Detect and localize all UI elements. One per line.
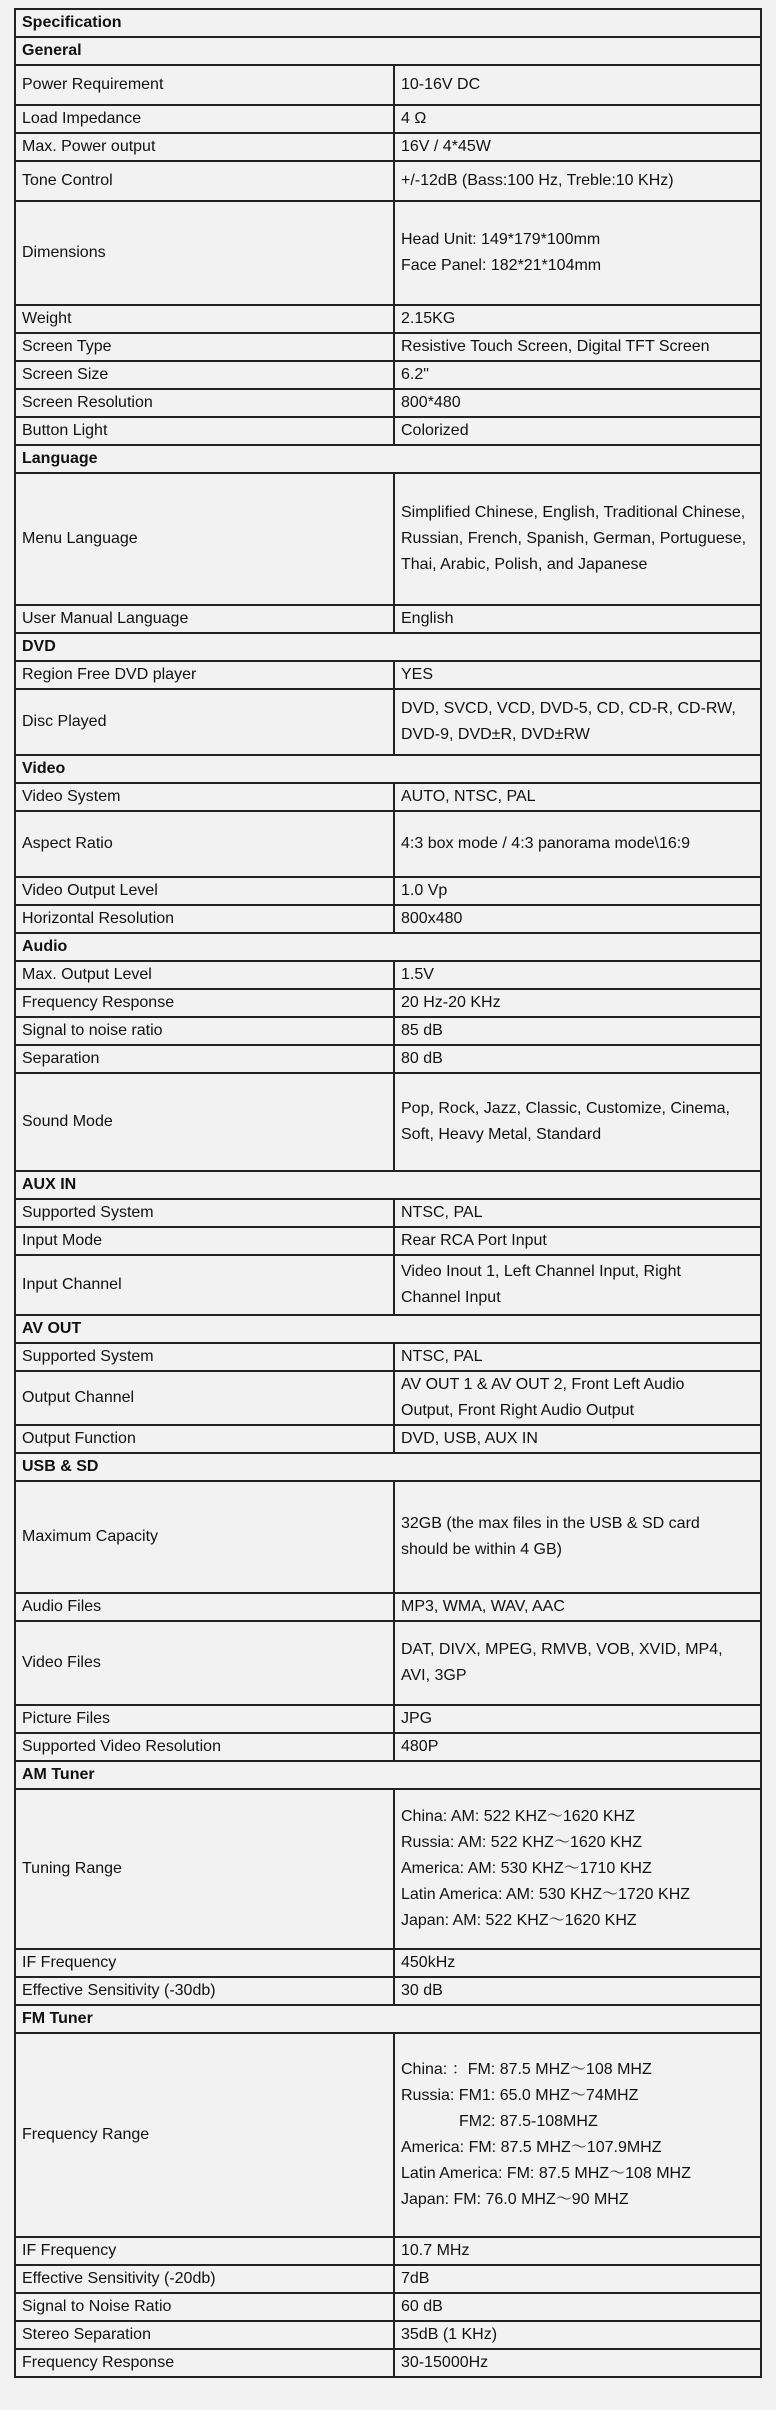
spec-value (394, 783, 761, 811)
spec-value-line: Russia: FM1: 65.0 MHZ～74MHZ (401, 2087, 639, 2104)
spec-value-line: China: ：FM: 87.5 MHZ～108 MHZ (401, 2061, 652, 2078)
table-row (15, 811, 761, 877)
section-header-row (15, 633, 761, 661)
spec-value-line: Face Panel: 182*21*104mm (401, 257, 602, 274)
spec-value-line: Russian, French, Spanish, German, Portuguese, (401, 530, 747, 547)
spec-value (394, 1481, 761, 1593)
table-row (15, 1481, 761, 1593)
section-header: General (15, 37, 761, 65)
spec-value (394, 133, 761, 161)
spec-label: Dimensions (15, 201, 394, 305)
spec-value-line: English (401, 610, 454, 627)
table-row (15, 1425, 761, 1453)
table-row (15, 2293, 761, 2321)
table-row (15, 661, 761, 689)
spec-value-line: 60 dB (401, 2298, 443, 2315)
spec-value-line: Japan: AM: 522 KHZ～1620 KHZ (401, 1912, 637, 1929)
spec-value (394, 2349, 761, 2377)
table-row (15, 783, 761, 811)
spec-label: Supported Video Resolution (15, 1733, 394, 1761)
spec-value-line: America: FM: 87.5 MHZ～107.9MHZ (401, 2139, 662, 2156)
spec-table (14, 8, 762, 2378)
spec-label: Frequency Response (15, 2349, 394, 2377)
spec-value (394, 2321, 761, 2349)
spec-value-line: 32GB (the max files in the USB & SD card (401, 1515, 700, 1532)
spec-label: User Manual Language (15, 605, 394, 633)
spec-label: Region Free DVD player (15, 661, 394, 689)
spec-value-line: DVD-9, DVD±R, DVD±RW (401, 726, 590, 743)
spec-value-line: Resistive Touch Screen, Digital TFT Screen (401, 338, 710, 355)
spec-label: IF Frequency (15, 1949, 394, 1977)
spec-value (394, 201, 761, 305)
spec-label: Frequency Response (15, 989, 394, 1017)
spec-value-line: Channel Input (401, 1289, 501, 1306)
spec-value-line: 800x480 (401, 910, 463, 927)
spec-value (394, 605, 761, 633)
spec-value-line: DVD, USB, AUX IN (401, 1430, 538, 1447)
spec-value-line: DAT, DIVX, MPEG, RMVB, VOB, XVID, MP4, (401, 1641, 723, 1658)
spec-value (394, 1255, 761, 1315)
spec-value (394, 1621, 761, 1705)
spec-value (394, 473, 761, 605)
table-row (15, 1255, 761, 1315)
spec-value-line: NTSC, PAL (401, 1348, 483, 1365)
spec-value-line: 480P (401, 1738, 439, 1755)
spec-value (394, 1371, 761, 1425)
section-header: Video (15, 755, 761, 783)
spec-label: Screen Type (15, 333, 394, 361)
table-row (15, 1227, 761, 1255)
table-row (15, 1733, 761, 1761)
spec-label: Separation (15, 1045, 394, 1073)
table-row (15, 1621, 761, 1705)
table-row (15, 689, 761, 755)
spec-label: Supported System (15, 1343, 394, 1371)
spec-label: Output Channel (15, 1371, 394, 1425)
spec-value-line: Simplified Chinese, English, Traditional Chinese, (401, 504, 746, 521)
spec-value (394, 905, 761, 933)
table-row (15, 877, 761, 905)
spec-label: Signal to noise ratio (15, 1017, 394, 1045)
spec-label: Maximum Capacity (15, 1481, 394, 1593)
table-row (15, 1017, 761, 1045)
table-row (15, 1593, 761, 1621)
table-row (15, 417, 761, 445)
spec-value (394, 1789, 761, 1949)
spec-label: Input Mode (15, 1227, 394, 1255)
section-header-row (15, 1171, 761, 1199)
section-header-row (15, 1761, 761, 1789)
spec-value-line: 16V / 4*45W (401, 138, 491, 155)
table-row (15, 2237, 761, 2265)
spec-value-line: Russia: AM: 522 KHZ～1620 KHZ (401, 1834, 642, 1851)
spec-value (394, 689, 761, 755)
section-header: AV OUT (15, 1315, 761, 1343)
spec-label: Input Channel (15, 1255, 394, 1315)
spec-label: Effective Sensitivity (-20db) (15, 2265, 394, 2293)
spec-value (394, 65, 761, 105)
section-header: Language (15, 445, 761, 473)
table-row (15, 389, 761, 417)
spec-label: Picture Files (15, 1705, 394, 1733)
spec-label: Effective Sensitivity (-30db) (15, 1977, 394, 2005)
table-row (15, 1789, 761, 1949)
section-header: FM Tuner (15, 2005, 761, 2033)
spec-value-line: Pop, Rock, Jazz, Classic, Customize, Cinema, (401, 1100, 730, 1117)
spec-label: Load Impedance (15, 105, 394, 133)
spec-value-line: YES (401, 666, 434, 683)
spec-value (394, 1199, 761, 1227)
spec-value (394, 961, 761, 989)
spec-value (394, 305, 761, 333)
section-header-row (15, 2005, 761, 2033)
spec-label: Tone Control (15, 161, 394, 201)
spec-value-line: 800*480 (401, 394, 461, 411)
spec-value (394, 1977, 761, 2005)
spec-label: Video System (15, 783, 394, 811)
spec-value (394, 161, 761, 201)
spec-value-line: 85 dB (401, 1022, 443, 1039)
spec-value (394, 105, 761, 133)
spec-value-line: NTSC, PAL (401, 1204, 483, 1221)
spec-value-line: Soft, Heavy Metal, Standard (401, 1126, 602, 1143)
section-header-row (15, 933, 761, 961)
spec-value (394, 1227, 761, 1255)
spec-value-line: 30-15000Hz (401, 2354, 489, 2371)
spec-value-line: 450kHz (401, 1954, 456, 1971)
spec-value-line: Japan: FM: 76.0 MHZ～90 MHZ (401, 2191, 629, 2208)
table-row (15, 1705, 761, 1733)
table-row (15, 2033, 761, 2237)
spec-value (394, 1593, 761, 1621)
spec-label: Horizontal Resolution (15, 905, 394, 933)
table-row (15, 201, 761, 305)
spec-value-line: 4:3 box mode / 4:3 panorama mode\16:9 (401, 835, 691, 852)
spec-value-line: JPG (401, 1710, 433, 1727)
section-header: DVD (15, 633, 761, 661)
spec-value-line: 6.2" (401, 366, 429, 383)
spec-label: Aspect Ratio (15, 811, 394, 877)
table-row (15, 65, 761, 105)
spec-value (394, 2265, 761, 2293)
spec-value-line: +/-12dB (Bass:100 Hz, Treble:10 KHz) (401, 172, 674, 189)
spec-label: Weight (15, 305, 394, 333)
spec-value (394, 333, 761, 361)
spec-label: IF Frequency (15, 2237, 394, 2265)
spec-value-line: AVI, 3GP (401, 1667, 467, 1684)
spec-value-line: 30 dB (401, 1982, 443, 1999)
spec-label: Max. Output Level (15, 961, 394, 989)
spec-value-line: Latin America: FM: 87.5 MHZ～108 MHZ (401, 2165, 691, 2182)
table-title-row (15, 9, 761, 37)
spec-value-line: America: AM: 530 KHZ～1710 KHZ (401, 1860, 652, 1877)
spec-value (394, 1073, 761, 1171)
spec-value (394, 2033, 761, 2237)
spec-value (394, 1017, 761, 1045)
spec-value (394, 1733, 761, 1761)
table-row (15, 1977, 761, 2005)
spec-value-line: Output, Front Right Audio Output (401, 1402, 635, 1419)
section-header-row (15, 1315, 761, 1343)
spec-value-line: AUTO, NTSC, PAL (401, 788, 536, 805)
table-row (15, 1949, 761, 1977)
spec-label: Audio Files (15, 1593, 394, 1621)
spec-value (394, 1045, 761, 1073)
table-row (15, 1371, 761, 1425)
spec-value-line: 2.15KG (401, 310, 456, 327)
spec-value-line: 1.5V (401, 966, 434, 983)
spec-value-line: Video Inout 1, Left Channel Input, Right (401, 1263, 681, 1280)
spec-value-line: 4 Ω (401, 110, 427, 127)
spec-value-line: 7dB (401, 2270, 430, 2287)
table-row (15, 333, 761, 361)
spec-label: Tuning Range (15, 1789, 394, 1949)
spec-value-line: Latin America: AM: 530 KHZ～1720 KHZ (401, 1886, 691, 1903)
spec-value (394, 2293, 761, 2321)
table-row (15, 105, 761, 133)
table-row (15, 989, 761, 1017)
spec-value-line: Rear RCA Port Input (401, 1232, 547, 1249)
spec-value-line: 80 dB (401, 1050, 443, 1067)
spec-value-line: China: AM: 522 KHZ～1620 KHZ (401, 1808, 635, 1825)
spec-value (394, 989, 761, 1017)
spec-value (394, 1425, 761, 1453)
table-row (15, 305, 761, 333)
spec-value-line: 20 Hz-20 KHz (401, 994, 501, 1011)
spec-table-body (15, 9, 761, 2377)
spec-value-line: AV OUT 1 & AV OUT 2, Front Left Audio (401, 1376, 685, 1393)
section-header: Audio (15, 933, 761, 961)
spec-label: Video Output Level (15, 877, 394, 905)
spec-value (394, 2237, 761, 2265)
spec-value-line: MP3, WMA, WAV, AAC (401, 1598, 565, 1615)
table-row (15, 2321, 761, 2349)
spec-value (394, 389, 761, 417)
spec-value-line: 10.7 MHz (401, 2242, 470, 2259)
spec-label: Menu Language (15, 473, 394, 605)
spec-label: Screen Resolution (15, 389, 394, 417)
spec-value-line: 1.0 Vp (401, 882, 448, 899)
table-row (15, 473, 761, 605)
spec-label: Screen Size (15, 361, 394, 389)
spec-label: Button Light (15, 417, 394, 445)
table-row (15, 1073, 761, 1171)
spec-value (394, 1343, 761, 1371)
spec-value (394, 877, 761, 905)
section-header-row (15, 755, 761, 783)
spec-value-line: 10-16V DC (401, 76, 481, 93)
table-row (15, 905, 761, 933)
section-header-row (15, 37, 761, 65)
section-header-row (15, 1453, 761, 1481)
spec-value-line: Colorized (401, 422, 469, 439)
spec-value (394, 661, 761, 689)
spec-value-line: should be within 4 GB) (401, 1541, 562, 1558)
spec-label: Signal to Noise Ratio (15, 2293, 394, 2321)
spec-value (394, 1949, 761, 1977)
table-title: Specification (15, 9, 761, 37)
spec-label: Disc Played (15, 689, 394, 755)
spec-value (394, 361, 761, 389)
spec-value-line: 35dB (1 KHz) (401, 2326, 498, 2343)
table-row (15, 1045, 761, 1073)
spec-label: Stereo Separation (15, 2321, 394, 2349)
spec-value-line: Thai, Arabic, Polish, and Japanese (401, 556, 648, 573)
spec-label: Frequency Range (15, 2033, 394, 2237)
spec-label: Sound Mode (15, 1073, 394, 1171)
table-row (15, 361, 761, 389)
table-row (15, 605, 761, 633)
spec-label: Power Requirement (15, 65, 394, 105)
spec-label: Video Files (15, 1621, 394, 1705)
table-row (15, 161, 761, 201)
section-header: AM Tuner (15, 1761, 761, 1789)
section-header: USB & SD (15, 1453, 761, 1481)
spec-value-line: DVD, SVCD, VCD, DVD-5, CD, CD-R, CD-RW, (401, 700, 736, 717)
spec-value-line: FM2: 87.5-108MHZ (459, 2113, 598, 2130)
table-row (15, 961, 761, 989)
table-row (15, 2265, 761, 2293)
spec-value (394, 811, 761, 877)
spec-value-line: Head Unit: 149*179*100mm (401, 231, 601, 248)
section-header-row (15, 445, 761, 473)
spec-label: Max. Power output (15, 133, 394, 161)
spec-value (394, 1705, 761, 1733)
table-row (15, 1343, 761, 1371)
table-row (15, 1199, 761, 1227)
spec-label: Output Function (15, 1425, 394, 1453)
table-row (15, 2349, 761, 2377)
spec-value (394, 417, 761, 445)
section-header: AUX IN (15, 1171, 761, 1199)
spec-label: Supported System (15, 1199, 394, 1227)
table-row (15, 133, 761, 161)
